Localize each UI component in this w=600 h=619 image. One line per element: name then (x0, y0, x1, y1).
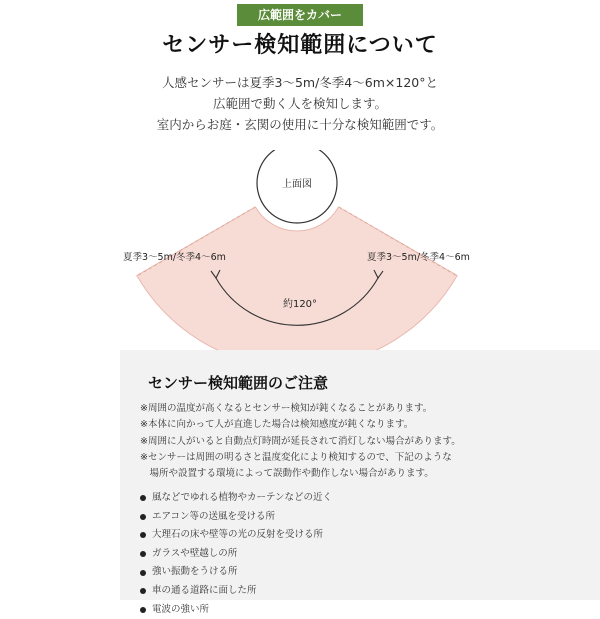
list-item (140, 601, 590, 619)
right-range-label: 夏季3～5m/冬季4～6m (367, 252, 470, 263)
list-item (140, 489, 590, 508)
page-title: センサー検知範囲について (162, 33, 438, 58)
top-view-label: 上面図 (282, 179, 312, 190)
left-range-label: 夏季3～5m/冬季4～6m (123, 252, 226, 263)
angle-label: 約120° (282, 299, 318, 310)
list-item-text: 車の通る道路に面した所 (152, 584, 257, 596)
list-item-text: エアコン等の送風を受ける所 (152, 510, 276, 522)
detection-range-diagram (0, 150, 600, 350)
bullet-icon (140, 495, 146, 501)
bullet-icon (140, 532, 146, 538)
intro-line: 広範囲で動く人を検知します。 (212, 96, 387, 111)
caution-note: 場所や設置する環境によって誤動作や動作しない場合があります。 (140, 468, 434, 480)
feature-badge: 広範囲をカバー (237, 4, 363, 26)
list-item (140, 563, 590, 582)
intro-line: 人感センサーは夏季3～5m/冬季4～6m×120°と (162, 75, 438, 90)
bullet-icon (140, 588, 146, 594)
bullet-icon (140, 514, 146, 520)
caution-title: センサー検知範囲のご注意 (148, 374, 329, 392)
bullet-icon (140, 551, 146, 557)
caution-note: ※本体に向かって人が直進した場合は検知感度が鈍くなります。 (140, 419, 414, 431)
list-item-text: ガラスや壁越しの所 (152, 547, 238, 559)
list-item (140, 545, 590, 564)
list-item-text: 強い振動をうける所 (152, 566, 238, 578)
list-item-text: 風などでゆれる植物やカーテンなどの近く (152, 492, 333, 503)
caution-notes (140, 401, 590, 482)
list-item-text: 電波の強い所 (152, 603, 210, 615)
list-item-text: 大理石の床や壁等の光の反射を受ける所 (152, 529, 324, 541)
caution-note: ※センサーは周囲の明るさと温度変化により検知するので、下記のような (140, 451, 452, 463)
caution-note: ※周囲に人がいると自動点灯時間が延長されて消灯しない場合があります。 (140, 435, 461, 447)
list-item (140, 526, 590, 545)
list-item (140, 582, 590, 601)
detection-fan (137, 207, 457, 350)
intro-line: 室内からお庭・玄関の使用に十分な検知範囲です。 (156, 117, 444, 132)
list-item (140, 508, 590, 527)
caution-note: ※周囲の温度が高くなるとセンサー検知が鈍くなることがあります。 (140, 403, 433, 414)
bullet-icon (140, 607, 146, 613)
bullet-icon (140, 570, 146, 576)
intro-text (120, 72, 480, 135)
